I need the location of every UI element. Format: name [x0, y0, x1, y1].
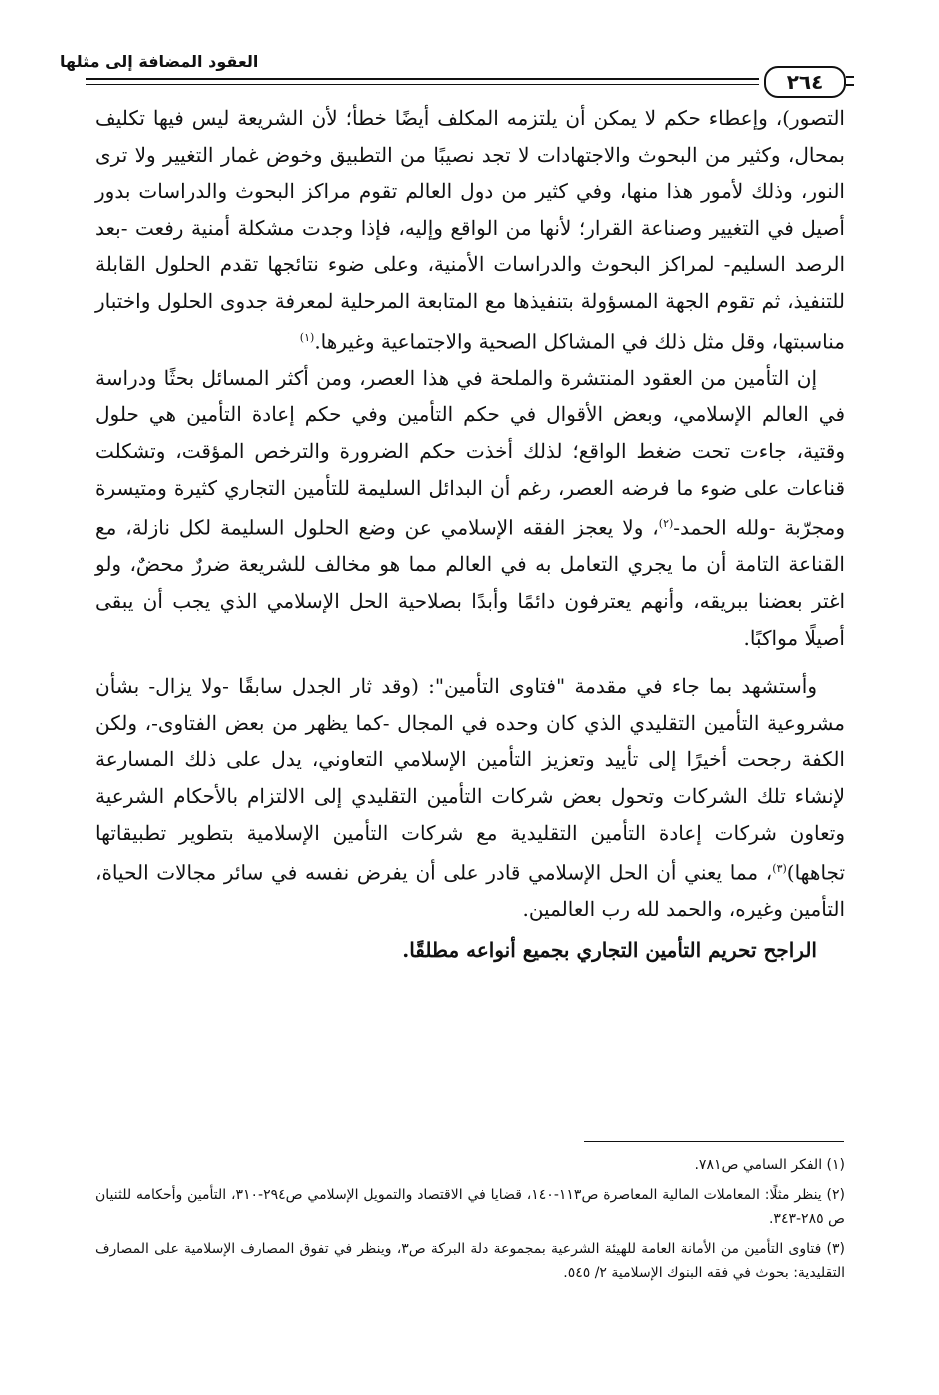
paragraph-3-text-a: وأستشهد بما جاء في مقدمة "فتاوى التأمين": (وقد ثار الجدل سابقًا -ولا يزال- بشأن مشروعية التأمين التقليدي الذي كان وحده في المجال -كما يظهر من بعض الفتاوى-، ولكن الكفة رجحت أخيرًا إلى تأييد وتعزيز التأمين الإسلامي التعاوني، يدل على ذلك المسارعة لإنشاء تلك الشركات وتحول بعض شركات التأمين التقليدي إلى الالتزام بالأحكام الشرعية وتعاون شركات إعادة التأمين التقليدية مع شركات التأمين الإسلامية بتطوير تطبيقاتها تجاهها) [95, 674, 846, 885]
footnote-ref-2: (٢) [658, 517, 674, 531]
paragraph-3-text-b: ، مما يعني أن الحل الإسلامي قادر على أن يفرض نفسه في سائر مجالات الحياة، التأمين وغيره، والحمد لله رب العالمين. [95, 860, 845, 922]
page-number: ٢٦٤ [764, 66, 846, 98]
conclusion: الراجح تحريم التأمين التجاري بجميع أنواعه مطلقًا. [402, 938, 817, 963]
header-rule [86, 78, 759, 80]
footnote-2: (٢) ينظر مثلًا: المعاملات المالية المعاصرة ص١١٣-١٤٠، قضايا في الاقتصاد والتمويل الإسلامي ص٢٩٤-٣١٠، التأمين وأحكامه للثنيان ص ٢٨٥-٣٤٣. [95, 1187, 845, 1227]
paragraph-1-text: التصور)، وإعطاء حكم لا يمكن أن يلتزمه المكلف أيضًا خطأ؛ لأن الشريعة ليس فيها تكليف بمحال، وكثير من البحوث والاجتهادات لا تجد نصيبًا من التطبيق وخوض غمار التغيير ولا ترى النور، وذلك لأمور هذا منها، وفي كثير من دول العالم تقوم مراكز البحوث والدراسات بدور أصيل في التغيير وصناعة القرار؛ لأنها من الواقع وإليه، فإذا وجدت مشكلة أمنية رفعت -بعد الرصد السليم- لمراكز البحوث والدراسات الأمنية، وعلى ضوء نتائجها تقدم الحلول القابلة للتنفيذ، ثم تقوم الجهة المسؤولة بتنفيذها مع المتابعة المرحلية لمعرفة جدوى الحلول واختبار مناسبتها، وقل مثل ذلك في المشاكل الصحية والاجتماعية وغيرها. [95, 106, 845, 354]
body-text [95, 100, 845, 969]
footnote-separator [584, 1141, 844, 1142]
page-number-ornament [846, 76, 854, 78]
footnote-3: (٣) فتاوى التأمين من الأمانة العامة للهيئة الشرعية بمجموعة دلة البركة ص٣، وينظر في تفوق المصارف الإسلامية على المصارف التقليدية: بحوث في فقه البنوك الإسلامية ٢/ ٥٤٥. [95, 1241, 845, 1281]
running-title: العقود المضافة إلى مثلها [60, 52, 259, 71]
header-rule-thin [86, 84, 759, 85]
paragraph-2-text-a: إن التأمين من العقود المنتشرة والملحة في هذا العصر، ومن أكثر المسائل بحثًا ودراسة في العالم الإسلامي، وبعض الأقوال في حكم التأمين وفي حكم إعادة التأمين هي حلول وقتية، جاءت تحت ضغط الواقع؛ لذلك أخذت حكم الضرورة والترخص المؤقت، وتشكلت قناعات على ضوء ما فرضه العصر، رغم أن البدائل السليمة للتأمين التجاري كثيرة ومتيسرة ومجرّبة -ولله الحمد- [95, 365, 845, 540]
page-number-ornament-lower [846, 84, 854, 86]
paragraph-2-text-b: ، ولا يعجز الفقه الإسلامي عن وضع الحلول السليمة لكل نازلة، مع القناعة التامة أن ما يجري التعامل به في العالم مما هو مخالف للشريعة ضررٌ محضٌ، ولو اغتر بعضنا ببريقه، وأنهم يعترفون دائمًا وأبدًا بصلاحية الحل الإسلامي الذي يجب أن يبقى أصيلًا مواكبًا. [95, 515, 845, 650]
paragraph-2 [95, 360, 845, 656]
footnotes [95, 1153, 845, 1291]
footnote-1: (١) الفكر السامي ص٧٨١. [694, 1157, 845, 1173]
paragraph-3 [95, 668, 845, 928]
footnote-ref-3: (٣) [772, 862, 787, 876]
paragraph-1 [95, 100, 845, 360]
footnote-ref-1: (١) [299, 330, 315, 344]
